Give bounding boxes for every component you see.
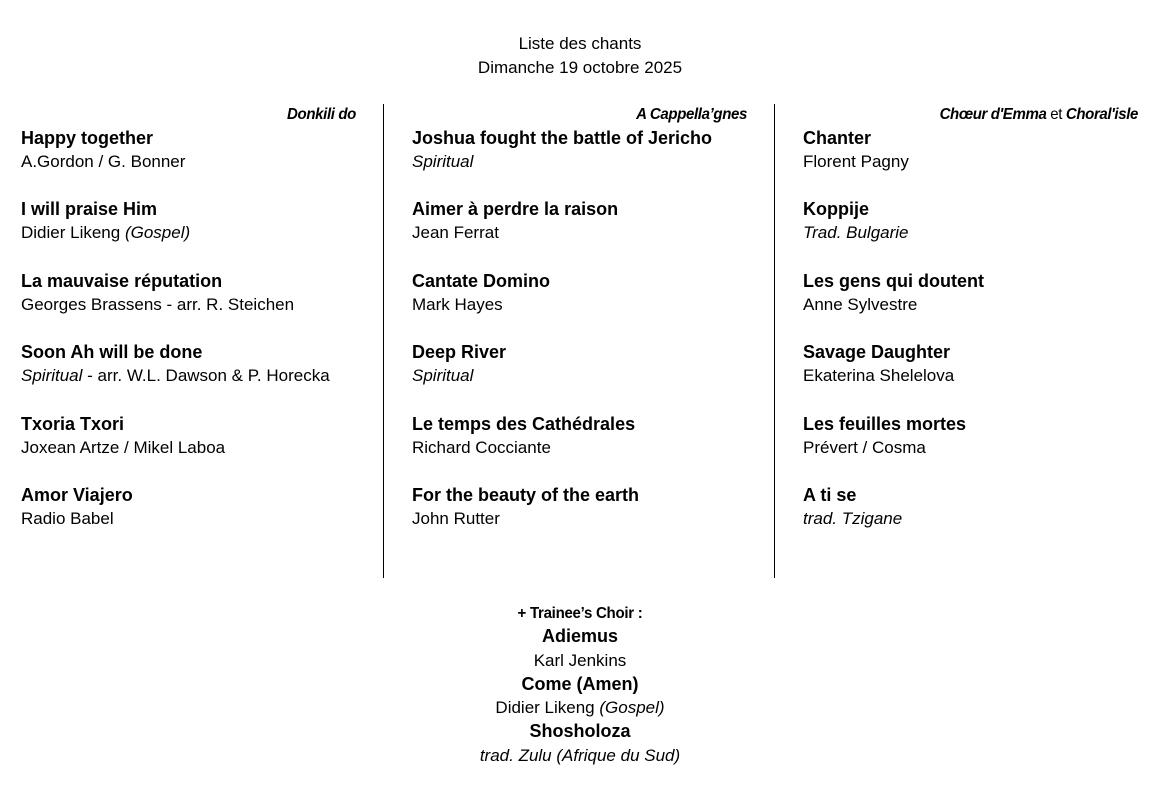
choir-column-donkili-do: [21, 104, 356, 554]
song-title: Chanter: [803, 128, 872, 148]
song-item: [21, 269, 356, 340]
song-author: Richard Cocciante: [412, 437, 551, 457]
song-item: [803, 412, 1138, 483]
song-item: [412, 340, 747, 411]
song-item: [21, 126, 356, 197]
song-style: Spiritual: [21, 366, 83, 386]
song-title: For the beauty of the earth: [412, 484, 640, 505]
song-item: [803, 483, 1138, 554]
song-title: Deep River: [412, 342, 507, 363]
song-title: La mauvaise réputation: [21, 270, 223, 291]
song-style-note: (Gospel): [599, 698, 665, 718]
song-title: Happy together: [21, 128, 154, 148]
song-author-line: [21, 221, 356, 245]
song-item: [803, 126, 1138, 197]
song-title: Shosholoza: [529, 721, 631, 742]
song-title: A ti se: [803, 484, 857, 505]
song-author: - arr. W.L. Dawson & P. Horecka: [82, 366, 330, 386]
song-title: Aimer à perdre la raison: [412, 199, 619, 220]
song-item: [21, 197, 356, 268]
song-title: Adiemus: [541, 626, 619, 646]
song-title: Cantate Domino: [412, 270, 551, 291]
trainee-choir-heading: + Trainee’s Choir :: [517, 605, 643, 622]
song-title: Txoria Txori: [21, 413, 125, 434]
song-author: Mark Hayes: [412, 294, 503, 314]
song-title: Les feuilles mortes: [803, 413, 967, 434]
song-list: [412, 126, 747, 554]
song-title: Les gens qui doutent: [803, 270, 985, 291]
song-list: [803, 126, 1138, 554]
page-title: Liste des chants: [518, 34, 642, 53]
song-style-note: (Gospel): [124, 223, 191, 243]
song-item: [412, 197, 747, 268]
choir-column-a-cappellagnes: [412, 104, 747, 554]
song-item: [412, 269, 747, 340]
song-item: [21, 412, 356, 483]
choir-name: A Cappella’gnes: [636, 106, 747, 123]
song-item: [412, 126, 747, 197]
song-title: Soon Ah will be done: [21, 342, 203, 363]
song-style: Spiritual: [412, 152, 474, 171]
song-style: Trad. Bulgarie: [803, 223, 909, 243]
song-item: [803, 340, 1138, 411]
song-title: Le temps des Cathédrales: [412, 413, 636, 434]
song-style: Spiritual: [412, 366, 474, 386]
song-title: Savage Daughter: [803, 342, 951, 363]
choir-name-part: Chœur d'Emma: [939, 106, 1047, 123]
song-author: Georges Brassens - arr. R. Steichen: [21, 294, 295, 314]
song-style: trad. Zulu (Afrique du Sud): [479, 745, 681, 765]
song-author: John Rutter: [412, 508, 500, 528]
song-item: [803, 269, 1138, 340]
song-author: A.Gordon / G. Bonner: [21, 152, 186, 171]
song-title: I will praise Him: [21, 199, 158, 220]
song-item: [21, 483, 356, 554]
song-author: Didier Likeng: [495, 698, 600, 718]
song-title: Come (Amen): [521, 673, 639, 694]
choir-name-part: Choral'isle: [1065, 106, 1138, 123]
trainee-choir-section: [0, 602, 1154, 768]
song-item: [803, 197, 1138, 268]
song-style: trad. Tzigane: [803, 508, 903, 528]
song-author: Ekaterina Shelelova: [803, 366, 955, 386]
song-author: Anne Sylvestre: [803, 294, 918, 314]
song-author: Prévert / Cosma: [803, 437, 926, 457]
page-header: [0, 32, 1154, 80]
choir-name: Donkili do: [287, 106, 356, 123]
song-title: Joshua fought the battle of Jericho: [412, 128, 713, 148]
song-author: Didier Likeng: [21, 223, 121, 243]
song-author-line: [0, 696, 1154, 720]
song-item: [21, 340, 356, 411]
song-title: Koppije: [803, 199, 869, 220]
song-author: Florent Pagny: [803, 152, 909, 171]
concert-date: Dimanche 19 octobre 2025: [477, 58, 683, 77]
song-author: Joxean Artze / Mikel Laboa: [21, 437, 226, 457]
song-author-line: [21, 364, 356, 388]
column-divider: [383, 104, 384, 578]
song-author: Radio Babel: [21, 508, 114, 528]
song-list: [21, 126, 356, 554]
choir-name-joiner: et: [1046, 106, 1066, 123]
choir-column-choeur-demma-choralisle: [803, 104, 1138, 554]
song-item: [412, 412, 747, 483]
song-item: [412, 483, 747, 554]
song-title: Amor Viajero: [21, 484, 133, 505]
song-author: Karl Jenkins: [533, 650, 627, 670]
song-author: Jean Ferrat: [412, 223, 499, 243]
column-divider: [774, 104, 775, 578]
choir-name: [823, 104, 1138, 126]
